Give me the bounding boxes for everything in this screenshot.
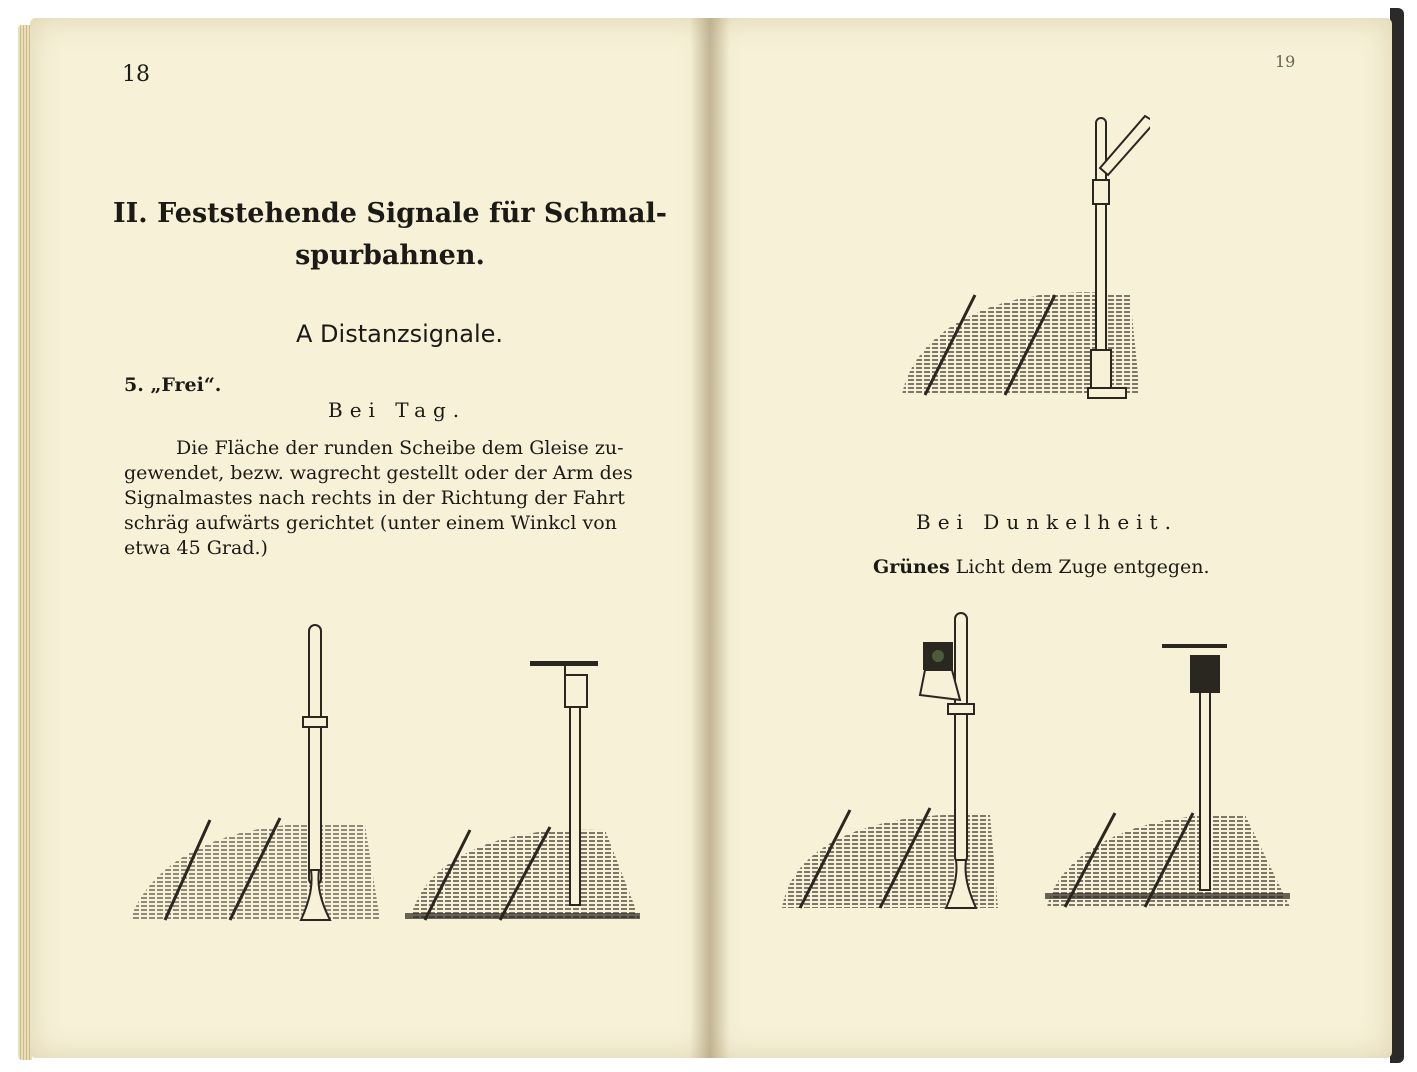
lamp-signal-illustration	[780, 610, 1000, 915]
signal-mast	[570, 700, 580, 905]
mast-collar	[303, 717, 327, 727]
left-page-number: 18	[122, 62, 150, 87]
signal-mast	[309, 625, 321, 885]
day-label: Bei Tag.	[328, 398, 467, 422]
signal-mast	[955, 613, 967, 863]
mast-collar	[1093, 180, 1109, 204]
book-cover-right	[1390, 8, 1404, 1063]
body-line: gewendet, bezw. wagrecht gestellt oder der Arm des	[124, 462, 633, 484]
section-heading: A Distanzsignale.	[296, 320, 504, 348]
mast-collar	[948, 704, 974, 714]
chapter-heading-line2: spurbahnen.	[295, 240, 485, 271]
signal-mast	[1200, 685, 1210, 890]
body-line: etwa 45 Grad.)	[124, 537, 268, 559]
arm-signal-illustration	[125, 620, 385, 940]
light-color-word: Grünes	[873, 556, 950, 578]
signal-mast	[1096, 118, 1106, 358]
book-gutter	[690, 18, 730, 1058]
signal-arm-raised	[1100, 116, 1150, 175]
ground-line	[1045, 893, 1290, 899]
light-caption-rest: Licht dem Zuge entgegen.	[949, 556, 1210, 578]
signal-lamp	[1190, 655, 1220, 693]
item-heading: 5. „Frei“.	[124, 374, 222, 396]
signal-arm	[530, 661, 598, 666]
green-light-icon	[932, 650, 944, 662]
disc-lamp-signal-illustration	[1045, 635, 1295, 915]
signal-arm	[1162, 644, 1227, 648]
chapter-heading-line1: II. Feststehende Signale für Schmal-	[113, 198, 667, 229]
raised-arm-signal-illustration	[900, 110, 1150, 405]
body-line: schräg aufwärts gerichtet (unter einem Winkcl von	[124, 512, 617, 534]
body-paragraph	[124, 436, 648, 561]
right-page-number: 19	[1275, 52, 1296, 71]
light-caption	[873, 556, 1210, 578]
body-line: Die Fläche der runden Scheibe dem Gleise zu-	[176, 437, 624, 459]
night-label: Bei Dunkelheit.	[916, 510, 1178, 534]
disc-signal-illustration	[405, 655, 645, 930]
mast-base	[1091, 350, 1111, 390]
signal-disc	[565, 675, 587, 707]
ground-line	[405, 913, 640, 919]
body-line: Signalmastes nach rechts in der Richtung der Fahrt	[124, 487, 625, 509]
